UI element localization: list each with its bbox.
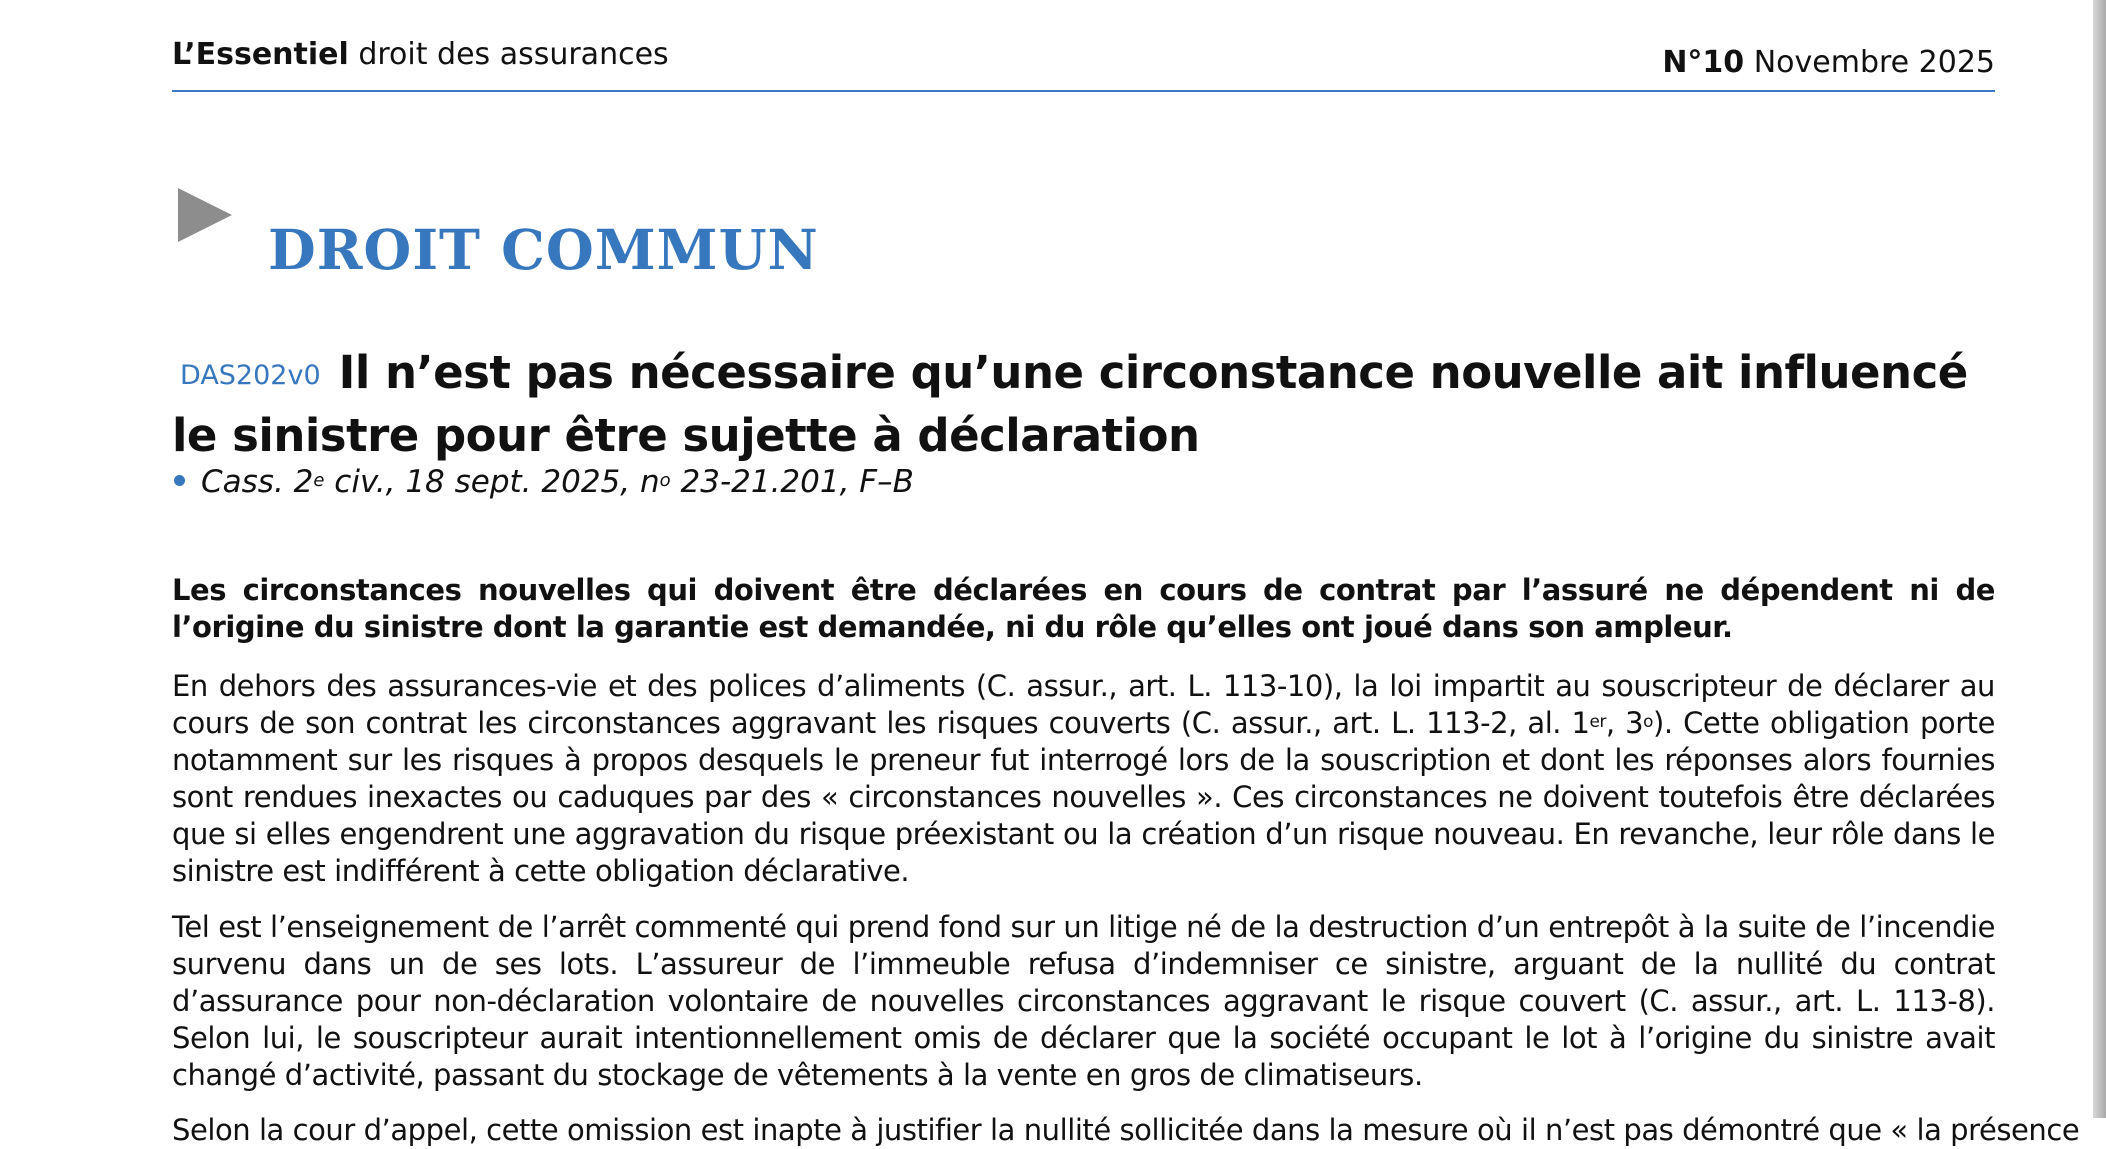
paragraph-1-superscript-2: o xyxy=(1643,711,1653,732)
page-edge-shadow xyxy=(2093,0,2106,1118)
article-lead: Les circonstances nouvelles qui doivent être déclarées en cours de contrat par l’assuré ne dépendent ni de l’origine du sinistre dont la garantie est demandée, ni du rôle qu’elles ont joué dans son ampleur. xyxy=(172,573,1995,644)
citation-middle: civ., 18 sept. 2025, n xyxy=(324,464,660,500)
body-paragraph-1 xyxy=(172,668,1995,890)
citation-bullet-icon xyxy=(174,475,185,486)
issue-info xyxy=(1662,44,1995,82)
issue-number: N°10 xyxy=(1662,45,1745,80)
paragraph-1-end: ). Cette obligation porte notamment sur les risques à propos desquels le preneur fut interrogé lors de la souscription et dont les réponses alors fournies sont rendues inexactes ou caduques par des « circonstances nouvelles ». Ces circonstances ne doivent toutefois être déclarées que si elles engendrent une aggravation du risque préexistant ou la création d’un risque nouveau. En revanche, leur rôle dans le sinistre est indifférent à cette obligation déclarative. xyxy=(172,706,1995,888)
triangle-right-icon xyxy=(178,188,232,242)
journal-brand: L’Essentiel xyxy=(172,37,349,72)
citation-superscript-1: e xyxy=(313,469,325,491)
paragraph-1-superscript-1: er xyxy=(1589,711,1606,732)
journal-title xyxy=(172,36,669,74)
document-header xyxy=(172,36,1995,92)
paragraph-1-between-superscripts: , 3 xyxy=(1605,706,1644,740)
article-headline xyxy=(172,343,1995,466)
citation-superscript-2: o xyxy=(659,469,671,491)
citation-prefix: Cass. 2 xyxy=(201,464,314,500)
body-paragraph-3-partial: Selon la cour d’appel, cette omission est inapte à justifier la nullité sollicitée dans la mesure où il n’est pas démontré que « la présence xyxy=(172,1113,2080,1147)
reference-code: DAS202v0 xyxy=(180,360,321,392)
body-paragraph-2: Tel est l’enseignement de l’arrêt commenté qui prend fond sur un litige né de la destruction d’un entrepôt à la suite de l’incendie survenu dans un de ses lots. L’assureur de l’immeuble refusa d’indemniser ce sinistre, arguant de la nullité du contrat d’assurance pour non-déclaration volontaire de nouvelles circonstances aggravant le risque couvert (C. assur., art. L. 113-8). Selon lui, le souscripteur aurait intentionnellement omis de déclarer que la société occupant le lot à l’origine du sinistre avait changé d’activité, passant du stockage de vêtements à la vente en gros de climatiseurs. xyxy=(172,910,1995,1092)
court-citation xyxy=(172,462,1995,502)
headline-text: Il n’est pas nécessaire qu’une circonstance nouvelle ait influencé le sinistre pour être sujette à déclaration xyxy=(172,346,1968,463)
section-title: DROIT COMMUN xyxy=(268,216,819,282)
paragraph-1-start: En dehors des assurances-vie et des polices d’aliments (C. assur., art. L. 113-10), la loi impartit au souscripteur de déclarer au cours de son contrat les circonstances aggravant les risques couverts (C. assur., art. L. 113-2, al. 1 xyxy=(172,669,1995,740)
issue-date: Novembre 2025 xyxy=(1744,45,1995,80)
citation-suffix: 23-21.201, F–B xyxy=(670,464,914,500)
journal-subject: droit des assurances xyxy=(348,37,669,72)
